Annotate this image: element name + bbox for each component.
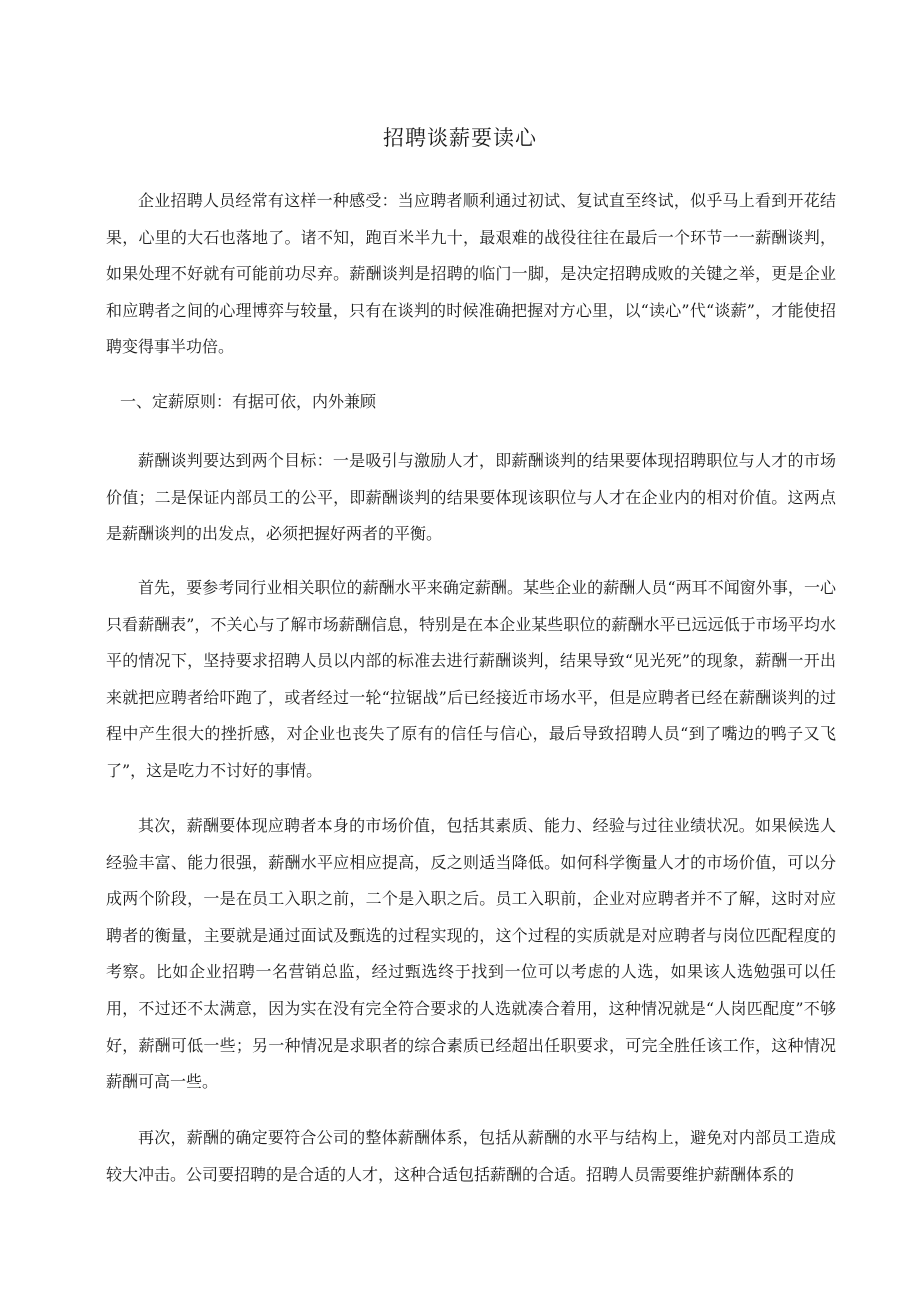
section-heading: 一、定薪原则：有据可依，内外兼顾 — [120, 392, 377, 411]
intro-paragraph: 企业招聘人员经常有这样一种感受：当应聘者顺利通过初试、复试直至终试，似乎马上看到开花结果，心里的大石也落地了。诸不知，跑百米半九十，最艰难的战役往往在最后一个环节一一薪酬谈判，如果处理不好就有可能前功尽弃。薪酬谈判是招聘的临门一脚，是决定招聘成败的关键之举，更是企业和应聘者之间的心理博弈与较量，只有在谈判的时候准确把握对方心里，以“读心”代“谈薪”，才能使招聘变得事半功倍。 — [106, 191, 836, 357]
body-paragraph-3: 其次，薪酬要体现应聘者本身的市场价值，包括其素质、能力、经验与过往业绩状况。如果候选人经验丰富、能力很强，薪酬水平应相应提高，反之则适当降低。如何科学衡量人才的市场价值，可以分成两个阶段，一是在员工入职之前，二个是入职之后。员工入职前，企业对应聘者并不了解，这时对应聘者的衡量，主要就是通过面试及甄选的过程实现的，这个过程的实质就是对应聘者与岗位匹配程度的考察。比如企业招聘一名营销总监，经过甄选终于找到一位可以考虑的人选，如果该人选勉强可以任用，不过还不太满意，因为实在没有完全符合要求的人选就凑合着用，这种情况就是“人岗匹配度”不够好，薪酬可低一些；另一种情况是求职者的综合素质已经超出任职要求，可完全胜任该工作，这种情况薪酬可高一些。 — [106, 816, 836, 1092]
body-paragraph-1: 薪酬谈判要达到两个目标：一是吸引与激励人才，即薪酬谈判的结果要体现招聘职位与人才的市场价值；二是保证内部员工的公平，即薪酬谈判的结果要体现该职位与人才在企业内的相对价值。这两点是薪酬谈判的出发点，必须把握好两者的平衡。 — [106, 451, 836, 544]
body-paragraph-4: 再次，薪酬的确定要符合公司的整体薪酬体系，包括从薪酬的水平与结构上，避免对内部员工造成较大冲击。公司要招聘的是合适的人才，这种合适包括薪酬的合适。招聘人员需要维护薪酬体系的 — [106, 1128, 836, 1184]
document-title: 招聘谈薪要读心 — [383, 126, 537, 150]
body-paragraph-2: 首先，要参考同行业相关职位的薪酬水平来确定薪酬。某些企业的薪酬人员“两耳不闻窗外事，一心只看薪酬表”，不关心与了解市场薪酬信息，特别是在本企业某些职位的薪酬水平已远远低于市场平均水平的情况下，坚持要求招聘人员以内部的标准去进行薪酬谈判，结果导致“见光死”的现象，薪酬一开出来就把应聘者给吓跑了，或者经过一轮“拉锯战”后已经接近市场水平，但是应聘者已经在薪酬谈判的过程中产生很大的挫折感，对企业也丧失了原有的信任与信心，最后导致招聘人员“到了嘴边的鸭子又飞了”，这是吃力不讨好的事情。 — [106, 578, 836, 780]
